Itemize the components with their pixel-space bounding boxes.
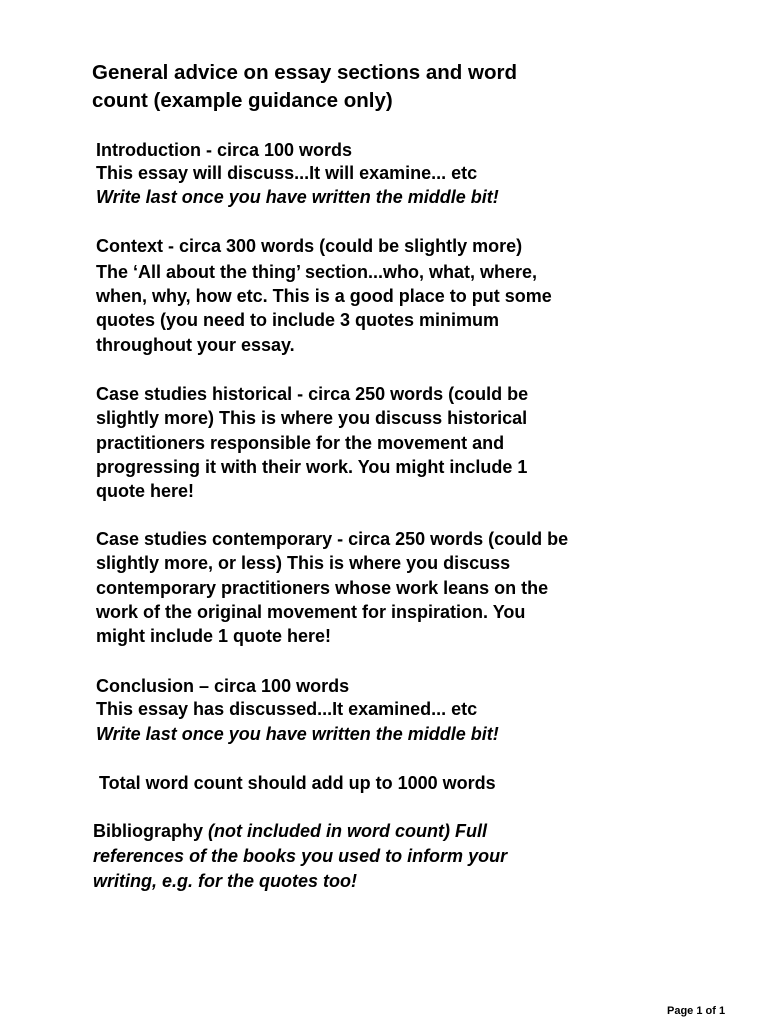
context-line: when, why, how etc. This is a good place to put some xyxy=(96,286,552,306)
introduction-text: This essay will discuss...It will examine... etc xyxy=(96,163,478,183)
case-contemporary-line: might include 1 quote here! xyxy=(96,626,332,646)
bibliography-note: (not included in word count) Full xyxy=(208,821,487,841)
bibliography-label: Bibliography xyxy=(93,821,204,841)
case-contemporary-line: Case studies contemporary - circa 250 words (could be xyxy=(96,529,569,549)
case-contemporary-line: slightly more, or less) This is where you discuss xyxy=(96,553,511,573)
case-historical-line: Case studies historical - circa 250 words (could be xyxy=(96,384,529,404)
case-historical-line: progressing it with their work. You might include 1 xyxy=(96,457,528,477)
context-line: throughout your essay. xyxy=(96,335,295,355)
bibliography-line-2: references of the books you used to inform your xyxy=(93,846,508,866)
bibliography-line-1 xyxy=(93,820,487,842)
context-line: Context - circa 300 words (could be slightly more) xyxy=(96,236,523,256)
case-historical-line: quote here! xyxy=(96,481,195,501)
case-historical-line: slightly more) This is where you discuss historical xyxy=(96,408,528,428)
page-number: Page 1 of 1 xyxy=(667,1005,726,1017)
conclusion-note: Write last once you have written the middle bit! xyxy=(96,724,499,744)
case-historical-line: practitioners responsible for the movement and xyxy=(96,433,505,453)
case-contemporary-line: work of the original movement for inspiration. You xyxy=(96,602,526,622)
introduction-note: Write last once you have written the middle bit! xyxy=(96,187,499,207)
context-line: quotes (you need to include 3 quotes minimum xyxy=(96,310,500,330)
bibliography-line-3: writing, e.g. for the quotes too! xyxy=(93,871,357,891)
title-line-2: count (example guidance only) xyxy=(92,89,393,112)
introduction-heading: Introduction - circa 100 words xyxy=(96,140,353,160)
conclusion-text: This essay has discussed...It examined... etc xyxy=(96,699,478,719)
conclusion-heading: Conclusion – circa 100 words xyxy=(96,676,350,696)
title-line-1: General advice on essay sections and word xyxy=(92,61,517,84)
context-line: The ‘All about the thing’ section...who, what, where, xyxy=(96,262,538,282)
case-contemporary-line: contemporary practitioners whose work leans on the xyxy=(96,578,549,598)
total-word-count: Total word count should add up to 1000 words xyxy=(99,773,496,793)
